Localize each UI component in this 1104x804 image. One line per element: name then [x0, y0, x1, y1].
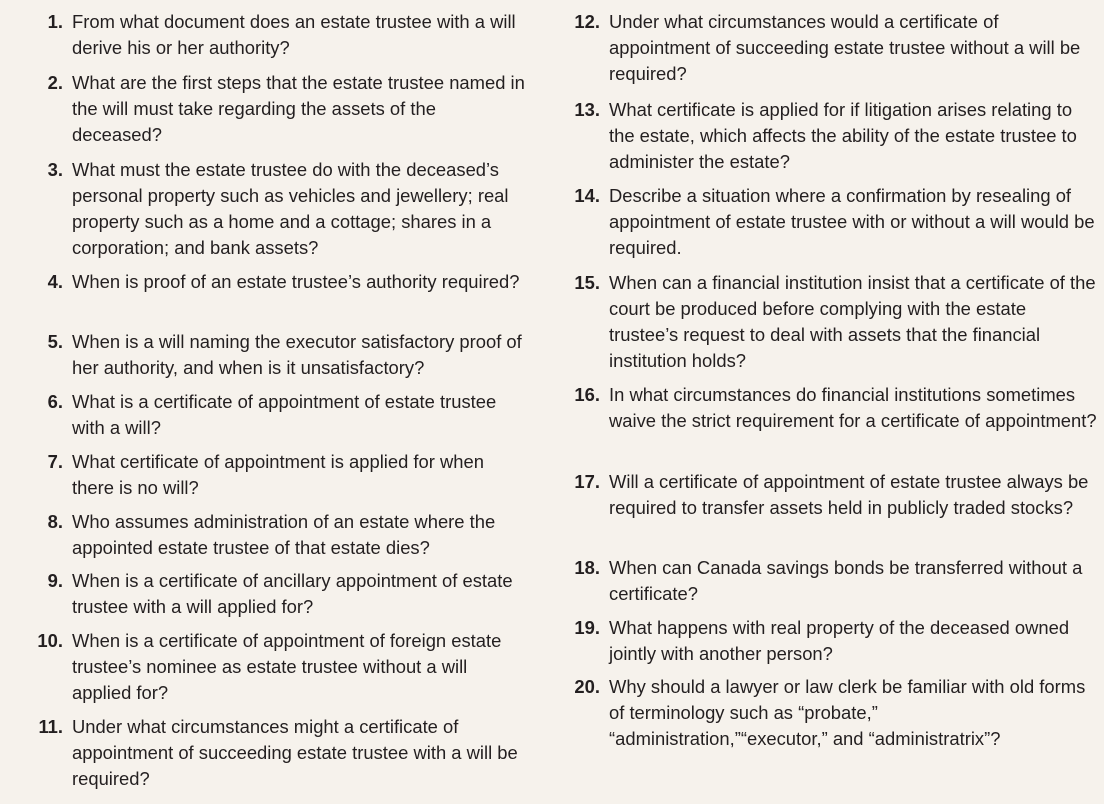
question-text: What happens with real property of the deceased owned jointly with another person?: [609, 617, 1070, 664]
question-text: What certificate is applied for if litigation arises relating to the estate, which affects the ability of the estate trustee to administer the estate?: [609, 99, 1077, 172]
question-text: Under what circumstances would a certificate of appointment of succeeding estate trustee without a will be required?: [609, 11, 1081, 84]
question-number: 6.: [47, 391, 63, 412]
question-text: What must the estate trustee do with the deceased’s personal property such as vehicles and jewellery; real property such as a home and a cottage; shares in a corporation; and bank assets?: [72, 159, 509, 258]
question-text: From what document does an estate trustee with a will derive his or her authority?: [72, 11, 516, 58]
question-text: What are the first steps that the estate trustee named in the will must take regarding the assets of the deceased?: [72, 72, 525, 145]
question-number: 1.: [47, 11, 63, 32]
question-number: 16.: [574, 384, 600, 405]
question-number: 18.: [574, 557, 600, 578]
question-text: When is proof of an estate trustee’s authority required?: [72, 271, 520, 292]
question-number: 7.: [47, 451, 63, 472]
question-number: 5.: [47, 331, 63, 352]
question-text: When can Canada savings bonds be transferred without a certificate?: [609, 557, 1083, 604]
question-number: 11.: [38, 716, 63, 737]
question-number: 14.: [574, 185, 600, 206]
question-text: What is a certificate of appointment of estate trustee with a will?: [72, 391, 497, 438]
question-text: What certificate of appointment is applied for when there is no will?: [72, 451, 484, 498]
question-number: 9.: [47, 570, 63, 591]
question-number: 20.: [574, 676, 600, 697]
question-text: In what circumstances do financial institutions sometimes waive the strict requirement for a certificate of appointment?: [609, 384, 1097, 431]
question-number: 8.: [47, 511, 63, 532]
question-text: When is a certificate of ancillary appointment of estate trustee with a will applied for?: [72, 570, 513, 617]
question-text: Under what circumstances might a certificate of appointment of succeeding estate trustee with a will be required?: [72, 716, 518, 789]
question-number: 10.: [37, 630, 63, 651]
question-number: 13.: [574, 99, 600, 120]
question-text: Why should a lawyer or law clerk be familiar with old forms of terminology such as “probate,” “administration,”“executor,” and “administratrix”?: [609, 676, 1086, 749]
question-text: When is a will naming the executor satisfactory proof of her authority, and when is it unsatisfactory?: [72, 331, 522, 378]
question-text: When is a certificate of appointment of foreign estate trustee’s nominee as estate trustee without a will applied for?: [72, 630, 502, 703]
question-text: Will a certificate of appointment of estate trustee always be required to transfer assets held in publicly traded stocks?: [609, 471, 1089, 518]
question-text: Describe a situation where a confirmation by resealing of appointment of estate trustee with or without a will would be required.: [609, 185, 1095, 258]
question-number: 17.: [574, 471, 600, 492]
question-text: Who assumes administration of an estate where the appointed estate trustee of that estate dies?: [72, 511, 496, 558]
question-number: 2.: [47, 72, 63, 93]
question-number: 19.: [574, 617, 600, 638]
question-number: 4.: [47, 271, 63, 292]
question-number: 12.: [574, 11, 600, 32]
question-number: 15.: [574, 272, 600, 293]
question-text: When can a financial institution insist that a certificate of the court be produced before complying with the estate trustee’s request to deal with assets that the financial institution holds?: [609, 272, 1096, 371]
question-number: 3.: [47, 159, 63, 180]
